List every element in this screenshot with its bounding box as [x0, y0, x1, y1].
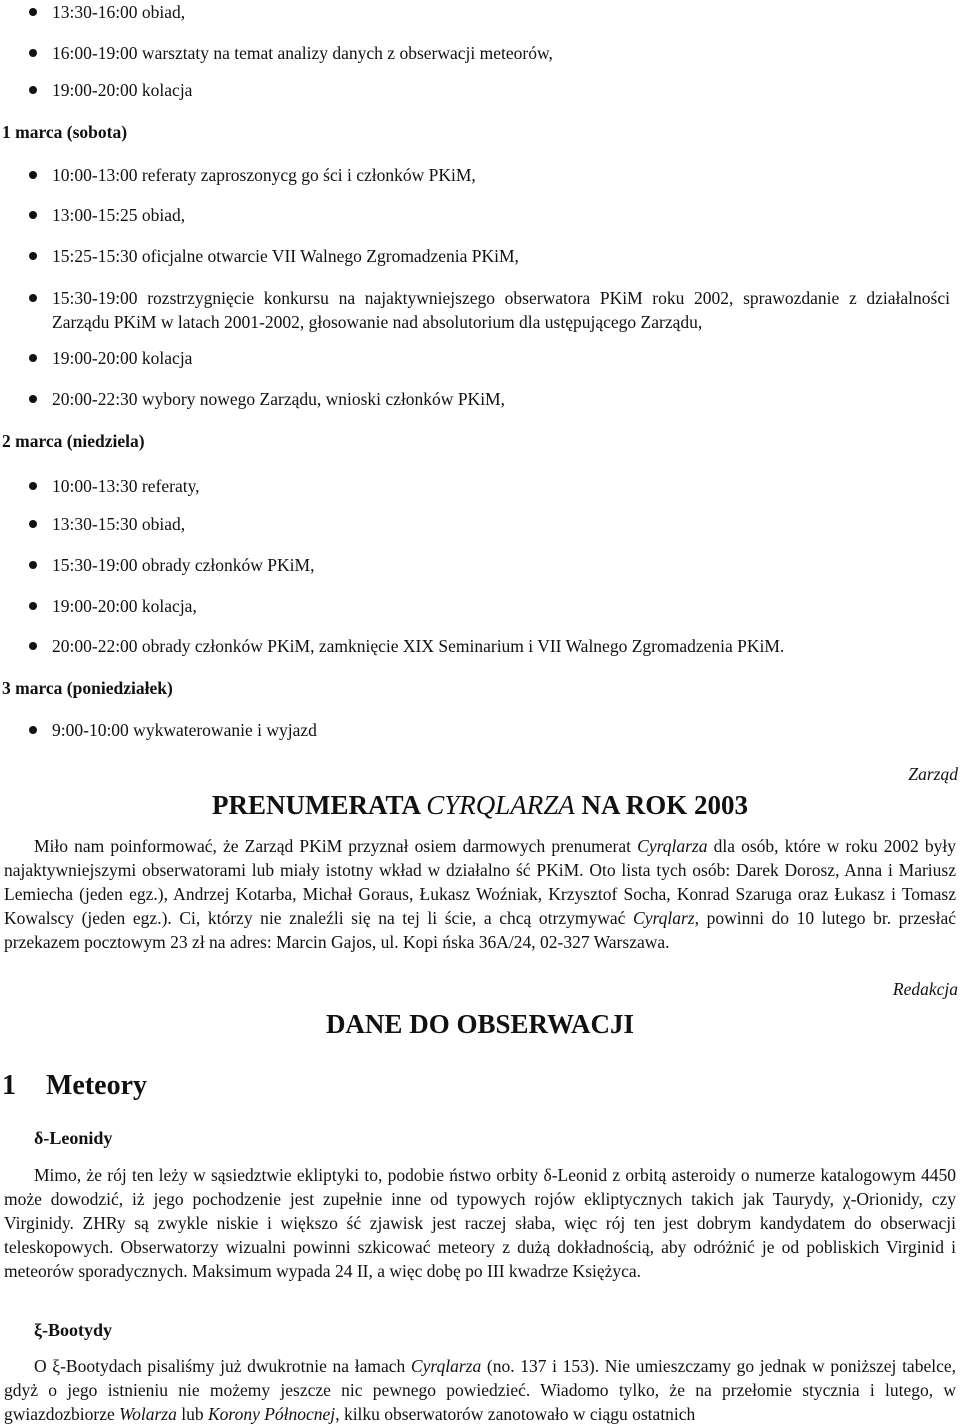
xi-bootydy-paragraph: O ξ-Bootydach pisaliśmy już dwukrotnie na łamach Cyrqlarza (no. 137 i 153). Nie umieszczamy go jednak w poniższej tabelce, gdyż o jego istnieniu nie możemy jeszcze nic pewnego powiedzieć. Wiadomo tylko, że na przełomie stycznia i lutego, w gwiazdozbiorze Wolarza lub Korony Północnej, kilku obserwatorów zanotowało w ciągu ostatnich — [4, 1356, 956, 1424]
list-item: 19:00-20:00 kolacja — [0, 78, 960, 102]
bullet-icon — [29, 602, 37, 610]
list-item: 19:00-20:00 kolacja — [0, 346, 960, 370]
bullet-icon — [29, 354, 37, 362]
subscription-paragraph: Miło nam poinformować, że Zarząd PKiM przyznał osiem darmowych prenumerat Cyrqlarza dla osób, które w roku 2002 były najaktywniejszymi obserwatorami lub miały istotny wkład w działalno ść PKiM. Oto lista tych osób: Darek Dorosz, Anna i Mariusz Lemiecha (jeden egz.), Andrzej Kotarba, Michał Goraus, Łukasz Woźniak, Krzysztof Socha, Konrad Szaruga oraz Łukasz i Tomasz Kowalscy (jeden egz.). Ci, którzy nie znaleźli się na tej li ście, a chcą otrzymywać Cyrqlarz, powinni do 10 lutego br. przesłać przekazem pocztowym 23 zł na adres: Marcin Gajos, ul. Kopi ńska 36A/24, 02-327 Warszawa. — [4, 836, 956, 952]
list-item: 13:00-15:25 obiad, — [0, 203, 960, 227]
list-item: 9:00-10:00 wykwaterowanie i wyjazd — [0, 718, 960, 742]
subheading-xi-bootydy: ξ-Bootydy — [34, 1320, 113, 1340]
list-item: 10:00-13:30 referaty, — [0, 474, 960, 498]
bullet-icon — [29, 561, 37, 569]
list-item: 15:25-15:30 oficjalne otwarcie VII Walnego Zgromadzenia PKiM, — [0, 244, 960, 268]
bullet-icon — [29, 171, 37, 179]
bullet-icon — [29, 252, 37, 260]
bullet-icon — [29, 8, 37, 16]
subscription-signature: Redakcja — [892, 979, 958, 999]
list-item: 20:00-22:30 wybory nowego Zarządu, wnioski członków PKiM, — [0, 387, 960, 411]
bullet-icon — [29, 211, 37, 219]
list-item: 15:30-19:00 rozstrzygnięcie konkursu na najaktywniejszego obserwatora PKiM roku 2002, sprawozdanie z działalności Zarządu PKiM w latach 2001-2002, głosowanie nad absolutorium dla ustępującego Zarządu, — [0, 286, 960, 334]
bullet-icon — [29, 482, 37, 490]
day-heading-sunday: 2 marca (niedziela) — [2, 431, 145, 451]
list-item: 13:30-16:00 obiad, — [0, 0, 960, 24]
program-signature: Zarząd — [908, 764, 958, 784]
list-item: 10:00-13:00 referaty zaproszonycg go ści i członków PKiM, — [0, 163, 960, 187]
list-item: 13:30-15:30 obiad, — [0, 512, 960, 536]
bullet-icon — [29, 294, 37, 302]
section-heading-meteory: 1 Meteory — [2, 1070, 148, 1101]
bullet-icon — [29, 642, 37, 650]
bullet-icon — [29, 395, 37, 403]
subscription-title: PRENUMERATA CYRQLARZA NA ROK 2003 — [211, 790, 749, 820]
subheading-delta-leonidy: δ-Leonidy — [34, 1128, 113, 1148]
bullet-icon — [29, 726, 37, 734]
bullet-icon — [29, 49, 37, 57]
bullet-icon — [29, 520, 37, 528]
day-heading-saturday: 1 marca (sobota) — [2, 122, 128, 142]
list-item: 15:30-19:00 obrady członków PKiM, — [0, 553, 960, 577]
observations-title: DANE DO OBSERWACJI — [325, 1009, 635, 1039]
list-item: 19:00-20:00 kolacja, — [0, 594, 960, 618]
list-item: 20:00-22:00 obrady członków PKiM, zamknięcie XIX Seminarium i VII Walnego Zgromadzenia PKiM. — [0, 634, 960, 658]
day-heading-monday: 3 marca (poniedziałek) — [2, 678, 173, 698]
bullet-icon — [29, 86, 37, 94]
list-item: 16:00-19:00 warsztaty na temat analizy danych z obserwacji meteorów, — [0, 41, 960, 65]
delta-leonidy-paragraph: Mimo, że rój ten leży w sąsiedztwie ekliptyki to, podobie ństwo orbity δ-Leonid z orbitą asteroidy o numerze katalogowym 4450 może dowodzić, iż jego pochodzenie jest zupełnie inne od typowych rojów ekliptycznych takich jak Taurydy, χ-Orionidy, czy Virginidy. ZHRy są zwykle niskie i większo ść zjawisk jest raczej słaba, więc rój ten jest dobrym kandydatem do obserwacji teleskopowych. Obserwatorzy wizualni powinni szkicować meteory z dużą dokładnością, aby odróżnić je od pobliskich Virginid i meteorów sporadycznych. Maksimum wypada 24 II, a więc dobę po III kwadrze Księżyca. — [4, 1165, 956, 1281]
